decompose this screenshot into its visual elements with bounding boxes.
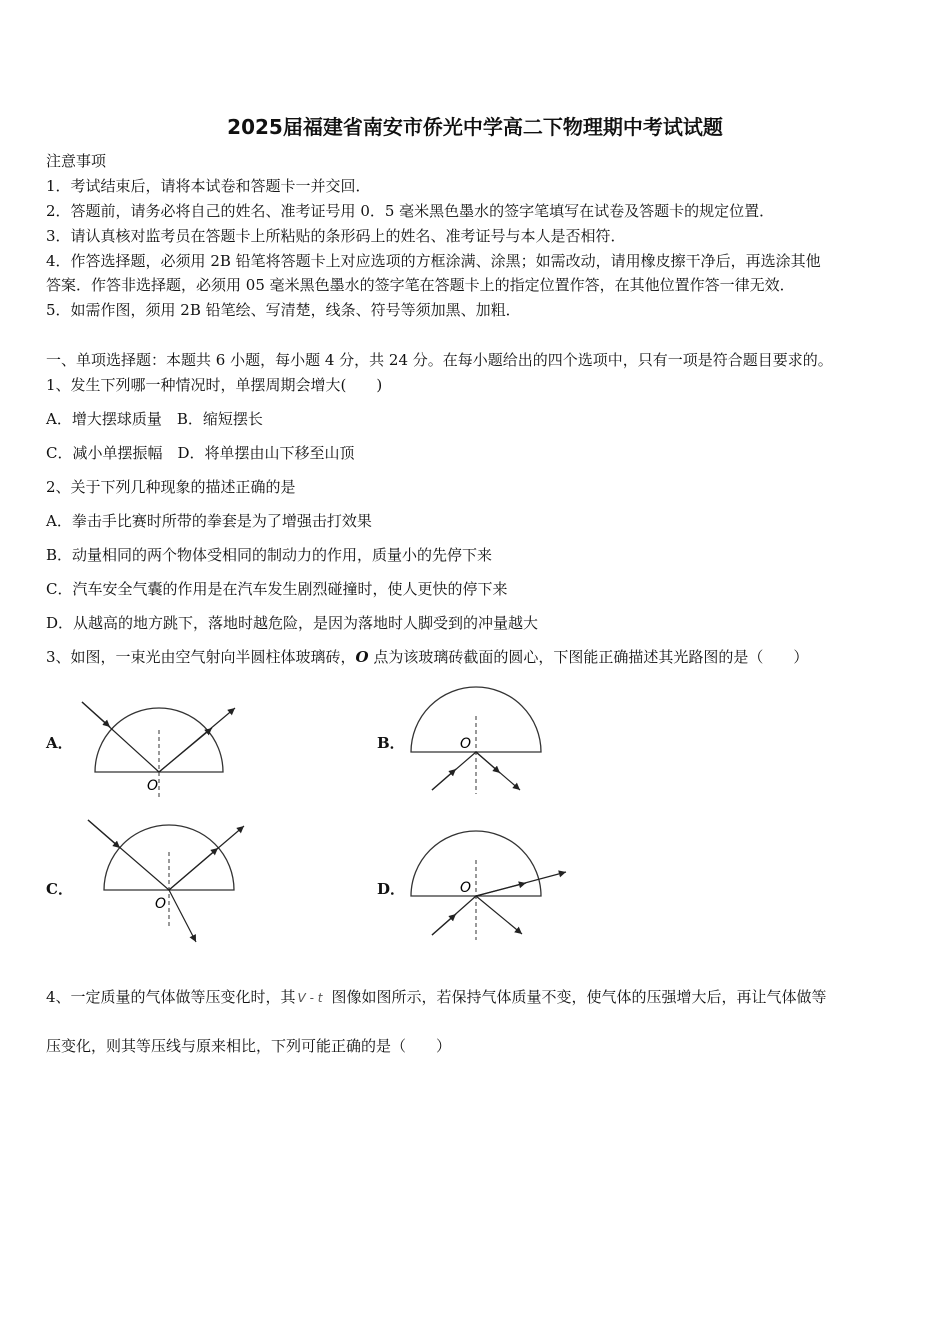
question-2-stem: 2、关于下列几种现象的描述正确的是 — [46, 478, 296, 496]
refracted-ray — [169, 890, 196, 942]
notice-item: 2．答题前，请务必将自己的姓名、准考证号用 0．5 毫米黑色墨水的签字笔填写在试卷及答题卡的规定位置． — [46, 202, 775, 220]
notice-item: 4．作答选择题，必须用 2B 铅笔将答题卡上对应选项的方框涂满、涂黑；如需改动，请用橡皮擦干净后，再选涂其他 — [46, 252, 821, 270]
question-4-graph-label: V - t — [297, 991, 323, 1005]
notice-item: 5．如需作图，须用 2B 铅笔绘、写清楚，线条、符号等须加黑、加粗． — [46, 301, 521, 319]
center-o-label: O — [460, 736, 472, 752]
question-2-option-c: C．汽车安全气囊的作用是在汽车发生剧烈碰撞时，使人更快的停下来 — [46, 580, 508, 598]
notice-item: 1．考试结束后，请将本试卷和答题卡一并交回． — [46, 177, 371, 195]
ray-arrow — [476, 883, 526, 896]
question-3-stem-post: 点为该玻璃砖截面的圆心，下图能正确描述其光路图的是（ ） — [368, 648, 809, 666]
ray-arrow — [476, 752, 500, 773]
question-3-diagram-d — [400, 826, 575, 944]
question-2-option-b: B．动量相同的两个物体受相同的制动力的作用，质量小的先停下来 — [46, 546, 493, 564]
ray-arrow — [432, 914, 456, 935]
notice-item: 答案．作答非选择题，必须用 05 毫米黑色墨水的签字笔在答题卡上的指定位置作答，在其他位置作答一律无效． — [46, 276, 795, 294]
notice-heading: 注意事项 — [46, 152, 107, 170]
question-3-option-c-label: C． — [46, 880, 73, 898]
question-3-option-a-label: A． — [46, 734, 73, 752]
question-3-option-b-label: B． — [377, 734, 405, 752]
ray-arrow — [159, 728, 212, 772]
question-3-stem — [46, 647, 808, 667]
question-2-option-d: D．从越高的地方跳下，落地时越危险，是因为落地时人脚受到的冲量越大 — [46, 614, 539, 632]
center-o-label: O — [460, 880, 472, 896]
ray-arrow — [432, 769, 456, 790]
question-4-stem — [46, 987, 827, 1007]
question-3-diagram-c — [80, 812, 260, 948]
ray-arrow — [169, 848, 218, 890]
question-1-options-row: C．减小单摆振幅 D．将单摆由山下移至山顶 — [46, 444, 355, 462]
reflected-ray — [476, 896, 522, 934]
ray-arrow — [82, 702, 110, 727]
section-heading: 一、单项选择题：本题共 6 小题，每小题 4 分，共 24 分。在每小题给出的四个选项中，只有一项是符合题目要求的。 — [46, 351, 833, 369]
question-4-stem-line2: 压变化，则其等压线与原来相比，下列可能正确的是（ ） — [46, 1037, 452, 1055]
question-3-diagram-a — [70, 690, 250, 802]
question-4-stem-pre: 4、一定质量的气体做等压变化时，其 — [46, 988, 296, 1006]
question-4-stem-post: 图像如图所示，若保持气体质量不变，使气体的压强增大后，再让气体做等 — [331, 988, 827, 1006]
question-3-center-symbol: O — [355, 648, 369, 666]
question-3-diagram-b — [400, 686, 550, 796]
page-title: 2025届福建省南安市侨光中学高二下物理期中考试试题 — [227, 115, 723, 139]
question-3-option-d-label: D． — [377, 880, 406, 898]
center-o-label: O — [147, 778, 159, 794]
question-3-stem-pre: 3、如图，一束光由空气射向半圆柱体玻璃砖， — [46, 648, 356, 666]
notice-item: 3．请认真核对监考员在答题卡上所粘贴的条形码上的姓名、准考证号与本人是否相符． — [46, 227, 626, 245]
center-o-label: O — [155, 896, 167, 912]
ray-arrow — [88, 820, 120, 848]
question-1-stem: 1、发生下列哪一种情况时，单摆周期会增大( ) — [46, 376, 383, 394]
question-2-option-a: A．拳击手比赛时所带的拳套是为了增强击打效果 — [46, 512, 372, 530]
question-1-options-row: A．增大摆球质量 B．缩短摆长 — [46, 410, 263, 428]
